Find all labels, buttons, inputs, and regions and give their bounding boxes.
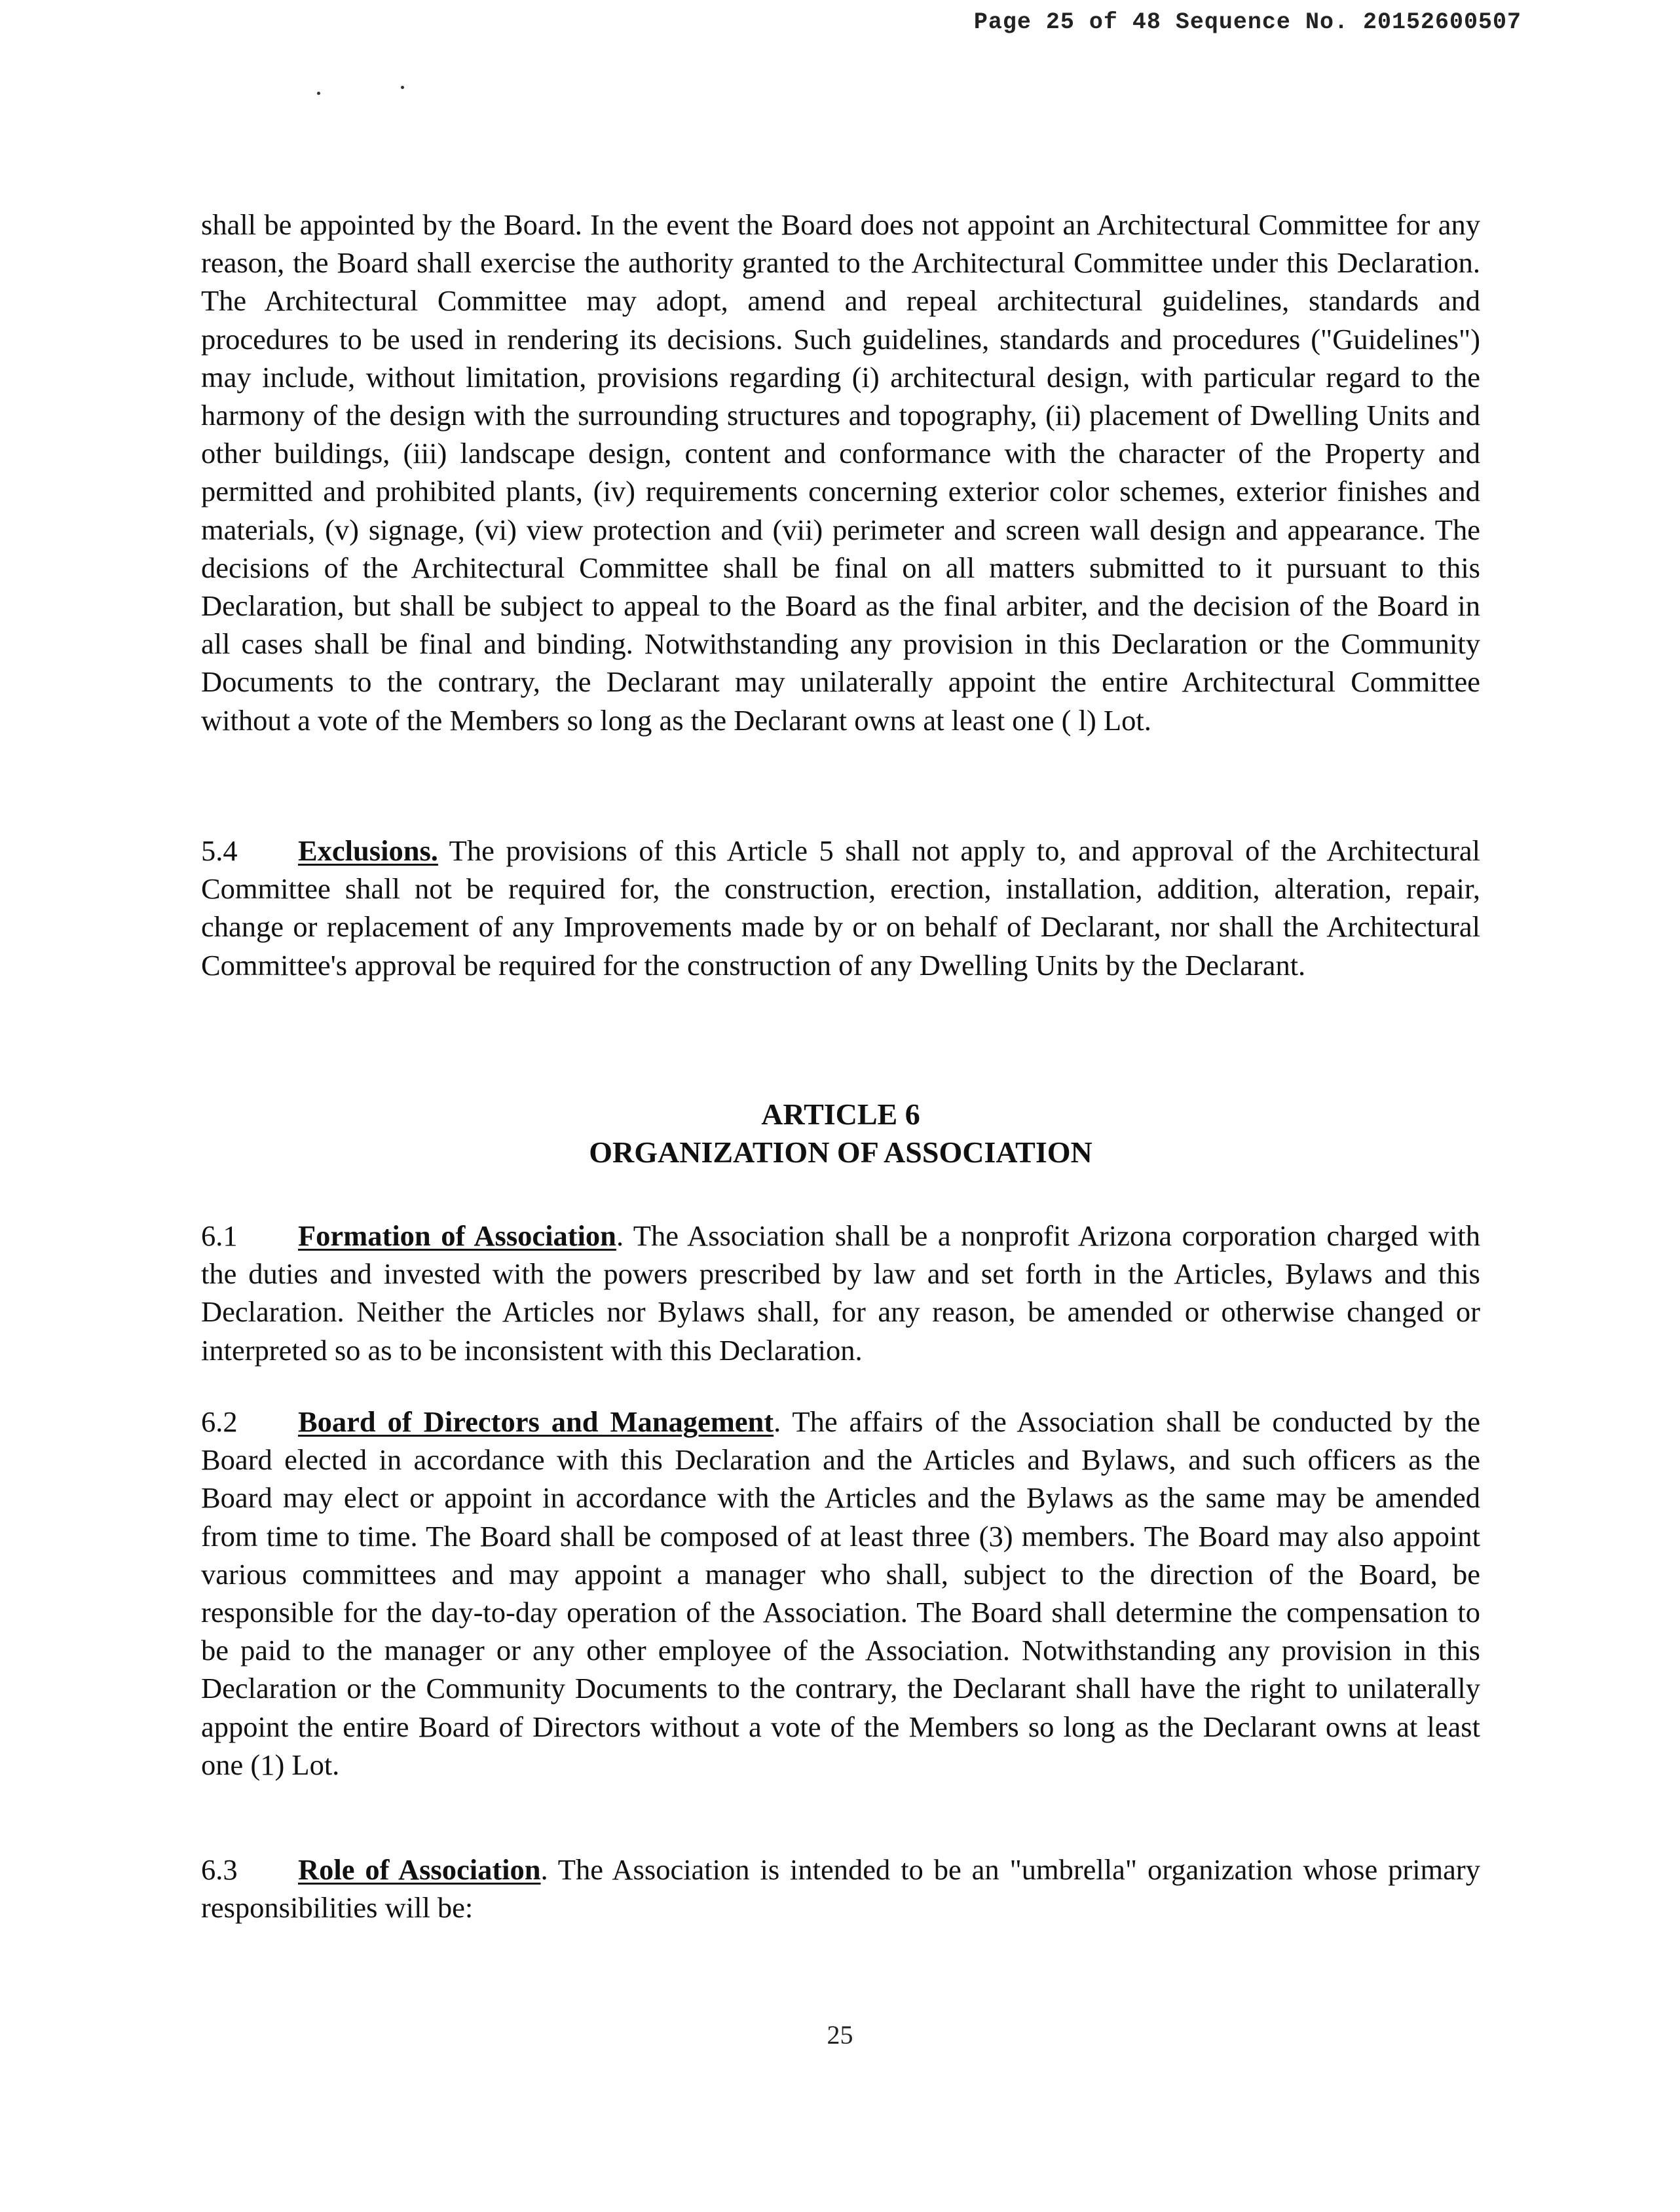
section-number: 6.2 [201,1405,238,1438]
section-number: 6.3 [201,1853,238,1886]
section-5-4 [201,832,1480,984]
page-header: Page 25 of 48 Sequence No. 20152600507 [973,9,1521,35]
section-number: 5.4 [201,834,238,867]
section-number: 6.1 [201,1219,238,1252]
page-number: 25 [827,2020,853,2050]
section-text: . The affairs of the Association shall be conducted by the Board elected in accordance with this Declaration and the Articles and Bylaws, and such officers as the Board may elect or appoint in accordance with the Articles and the Bylaws as the same may be amended from time to time. The Board shall be composed of at least three (3) members. The Board may also appoint various committees and may appoint a manager who shall, subject to the direction of the Board, be responsible for the day-to-day operation of the Association. The Board shall determine the compensation to be paid to the manager or any other employee of the Association. Notwithstanding any provision in this Declaration or the Community Documents to the contrary, the Declarant shall have the right to unilaterally appoint the entire Board of Directors without a vote of the Members so long as the Declarant owns at least one (1) Lot. [201,1405,1480,1781]
section-title: Exclusions. [298,834,438,867]
section-paragraph [201,832,1480,984]
section-text: The provisions of this Article 5 shall not apply to, and approval of the Architectural Committee shall not be required for, the construction, erection, installation, addition, alteration, repair, change or replacement of any Improvements made by or on behalf of Declarant, nor shall the Architectural Committee's approval be required for the construction of any Dwelling Units by the Declarant. [201,834,1480,982]
article-heading [201,1096,1480,1171]
continuation-block [201,206,1480,739]
section-title: Formation of Association [298,1219,616,1252]
section-6-3 [201,1851,1480,1926]
section-text: . The Association shall be a nonprofit Arizona corporation charged with the duties and invested with the powers prescribed by law and set forth in the Articles, Bylaws and this Declaration. Neither the Articles nor Bylaws shall, for any reason, be amended or otherwise changed or interpreted so as to be inconsistent with this Declaration. [201,1219,1480,1367]
section-title: Role of Association [298,1853,541,1886]
continuation-paragraph: shall be appointed by the Board. In the event the Board does not appoint an Architectural Committee for any reason, the Board shall exercise the authority granted to the Architectural Committee under this Declaration. The Architectural Committee may adopt, amend and repeal architectural guidelines, standards and procedures to be used in rendering its decisions. Such guidelines, standards and procedures ("Guidelines") may include, without limitation, provisions regarding (i) architectural design, with particular regard to the harmony of the design with the surrounding structures and topography, (ii) placement of Dwelling Units and other buildings, (iii) landscape design, content and conformance with the character of the Property and permitted and prohibited plants, (iv) requirements concerning exterior color schemes, exterior finishes and materials, (v) signage, (vi) view protection and (vii) perimeter and screen wall design and appearance. The decisions of the Architectural Committee shall be final on all matters submitted to it pursuant to this Declaration, but shall be subject to appeal to the Board as the final arbiter, and the decision of the Board in all cases shall be final and binding. Notwithstanding any provision in this Declaration or the Community Documents to the contrary, the Declarant may unilaterally appoint the entire Architectural Committee without a vote of the Members so long as the Declarant owns at least one ( l) Lot. [201,208,1480,737]
scan-speck [401,86,404,89]
section-title: Board of Directors and Management [298,1405,774,1438]
article-number: ARTICLE 6 [761,1097,920,1131]
section-text: . The Association is intended to be an "umbrella" organization whose primary responsibilities will be: [201,1853,1480,1925]
section-paragraph [201,1403,1480,1784]
section-paragraph [201,1217,1480,1369]
section-paragraph [201,1851,1480,1926]
section-6-2 [201,1403,1480,1784]
section-6-1 [201,1217,1480,1369]
scan-speck [317,92,320,95]
article-title: ORGANIZATION OF ASSOCIATION [589,1135,1092,1169]
